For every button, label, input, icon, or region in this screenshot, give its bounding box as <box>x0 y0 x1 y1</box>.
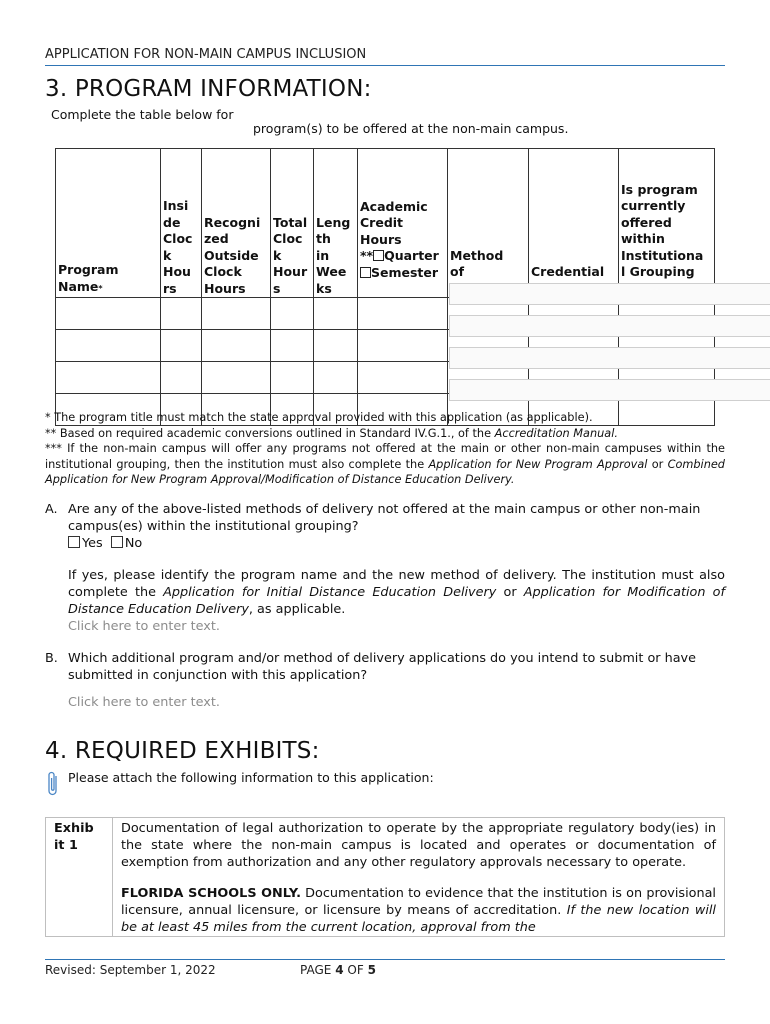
dropdown-overlay[interactable] <box>449 315 770 337</box>
col-length-in-weeks: Leng th in Wee ks <box>314 149 358 298</box>
col-inside-clock-hours: Insi de Cloc k Hou rs <box>161 149 202 298</box>
program-table-cell[interactable] <box>271 362 314 394</box>
footnote-1: * The program title must match the state approval provided with this application (as applicable). <box>45 411 593 424</box>
section-4-heading: 4. REQUIRED EXHIBITS: <box>45 738 320 764</box>
footnote-3-emphasis-2: Combined Application for New Program Approval/Modification of Distance Education Delivery. <box>45 457 725 486</box>
semester-label: Semester <box>371 264 439 280</box>
footer-rule <box>45 959 725 960</box>
exhibit-description <box>113 818 725 937</box>
footer-page-number <box>300 963 376 977</box>
intro-line-2: program(s) to be offered at the non-main campus. <box>253 121 569 136</box>
question-a-followup <box>68 567 725 618</box>
col-recognized-outside-clock-hours: Recogni zed Outside Clock Hours <box>202 149 271 298</box>
program-table-header <box>56 149 715 298</box>
exhibit-para-2 <box>121 885 716 936</box>
question-b-letter: B. <box>45 651 58 666</box>
program-table-cell[interactable] <box>56 362 161 394</box>
page-break-mask <box>0 950 770 958</box>
page-total: 5 <box>367 963 376 977</box>
footnote-3-emphasis-1: Application for New Program Approval <box>428 457 648 471</box>
program-table-cell[interactable] <box>271 298 314 330</box>
exhibit-label <box>46 818 113 937</box>
program-table-cell[interactable] <box>314 330 358 362</box>
quarter-label: Quarter <box>384 248 439 263</box>
no-label: No <box>124 536 143 551</box>
question-b-input[interactable]: Click here to enter text. <box>68 695 220 710</box>
exhibit-para-2-emphasis: If the new location will be at least 45 miles from the current location, approval from the <box>121 903 716 935</box>
followup-emphasis-1: Application for Initial Distance Education Delivery <box>163 585 497 600</box>
col-method-of-delivery: Method of <box>448 149 529 298</box>
col-total-clock-hours: Total Cloc k Hour s <box>271 149 314 298</box>
question-a <box>45 501 725 635</box>
col-credential-awarded: Credential <box>529 149 619 298</box>
no-checkbox[interactable] <box>111 536 123 548</box>
footnote-3-or: or <box>647 457 668 471</box>
followup-or: or <box>496 585 524 600</box>
program-table-cell[interactable] <box>358 362 448 394</box>
col-program-name: Program Name* <box>56 149 161 298</box>
running-header: APPLICATION FOR NON-MAIN CAMPUS INCLUSION <box>45 47 367 62</box>
yes-label: Yes <box>82 536 103 551</box>
attach-instruction: Please attach the following information to this application: <box>68 770 434 785</box>
program-table-cell[interactable] <box>314 298 358 330</box>
page-current: 4 <box>335 963 344 977</box>
page-word: PAGE <box>300 963 332 977</box>
exhibit-label-text: Exhibit 1 <box>54 821 94 853</box>
program-table-cell[interactable] <box>358 330 448 362</box>
question-a-text: Are any of the above-listed methods of delivery not offered at the main campus or other non-main campus(es) within the institutional grouping? <box>68 502 701 534</box>
question-a-letter: A. <box>45 502 58 517</box>
followup-text: If yes, please identify the program name and the new method of delivery. The institution must also complete the <box>68 568 725 600</box>
footnote-2-text: ** Based on required academic conversions outlined in Standard IV.G.1., of the <box>45 426 495 440</box>
program-table-cell[interactable] <box>56 330 161 362</box>
footnote-2-emphasis: Accreditation Manual. <box>494 426 618 440</box>
question-b <box>45 650 725 711</box>
followup-emphasis-2: Application for Modification of Distance Education Delivery <box>68 585 725 617</box>
dropdown-overlay[interactable] <box>449 347 770 369</box>
program-table-cell[interactable] <box>314 362 358 394</box>
yes-checkbox[interactable] <box>68 536 80 548</box>
header-rule <box>45 65 725 66</box>
followup-tail: , as applicable. <box>248 602 346 617</box>
section-3-heading: 3. PROGRAM INFORMATION: <box>45 76 372 102</box>
footnote-3 <box>45 441 725 488</box>
footnote-3-text: *** If the non-main campus will offer any programs not offered at the main or other non-main campuses within the institutional grouping, then the institution must also complete the <box>45 442 725 471</box>
florida-only-label: FLORIDA SCHOOLS ONLY. <box>121 886 301 901</box>
semester-checkbox[interactable] <box>360 267 371 278</box>
quarter-checkbox[interactable] <box>373 250 384 261</box>
paperclip-icon <box>45 770 61 798</box>
program-table-cell[interactable] <box>271 330 314 362</box>
program-table-cell[interactable] <box>202 298 271 330</box>
col-academic-credit-hours: Academic Credit Hours ** Quarter Semester <box>358 149 448 298</box>
col-institutional-grouping: Is program currently offered within Institutiona l Grouping <box>619 149 715 298</box>
footer-revised: Revised: September 1, 2022 <box>45 963 216 977</box>
footnote-2 <box>45 426 725 442</box>
yes-no-options <box>68 535 725 552</box>
exhibit-para-2-text: Documentation to evidence that the institution is on provisional licensure, annual licensure, or licensure by means of accreditation. <box>121 886 716 918</box>
dropdown-overlay[interactable] <box>449 379 770 401</box>
program-table-cell[interactable] <box>161 330 202 362</box>
program-table-cell[interactable] <box>161 362 202 394</box>
exhibit-para-1: Documentation of legal authorization to operate by the appropriate regulatory body(ies) in the state where the non-main campus is located and operates or documentation of exemption from authorization and any other regulatory approvals necessary to operate. <box>121 821 716 870</box>
program-table-cell[interactable] <box>56 298 161 330</box>
intro-line-1: Complete the table below for <box>51 107 234 122</box>
exhibit-table <box>45 817 725 937</box>
exhibit-row <box>46 818 725 937</box>
program-table-cell[interactable] <box>202 362 271 394</box>
question-b-text: Which additional program and/or method of delivery applications do you intend to submit or have submitted in conjunction with this application? <box>68 651 696 683</box>
of-word: OF <box>347 963 364 977</box>
program-table-cell[interactable] <box>202 330 271 362</box>
program-table-cell[interactable] <box>161 298 202 330</box>
table-footnotes <box>45 410 725 488</box>
dropdown-overlay[interactable] <box>449 283 770 305</box>
program-table-cell[interactable] <box>358 298 448 330</box>
question-a-input[interactable]: Click here to enter text. <box>68 619 220 634</box>
